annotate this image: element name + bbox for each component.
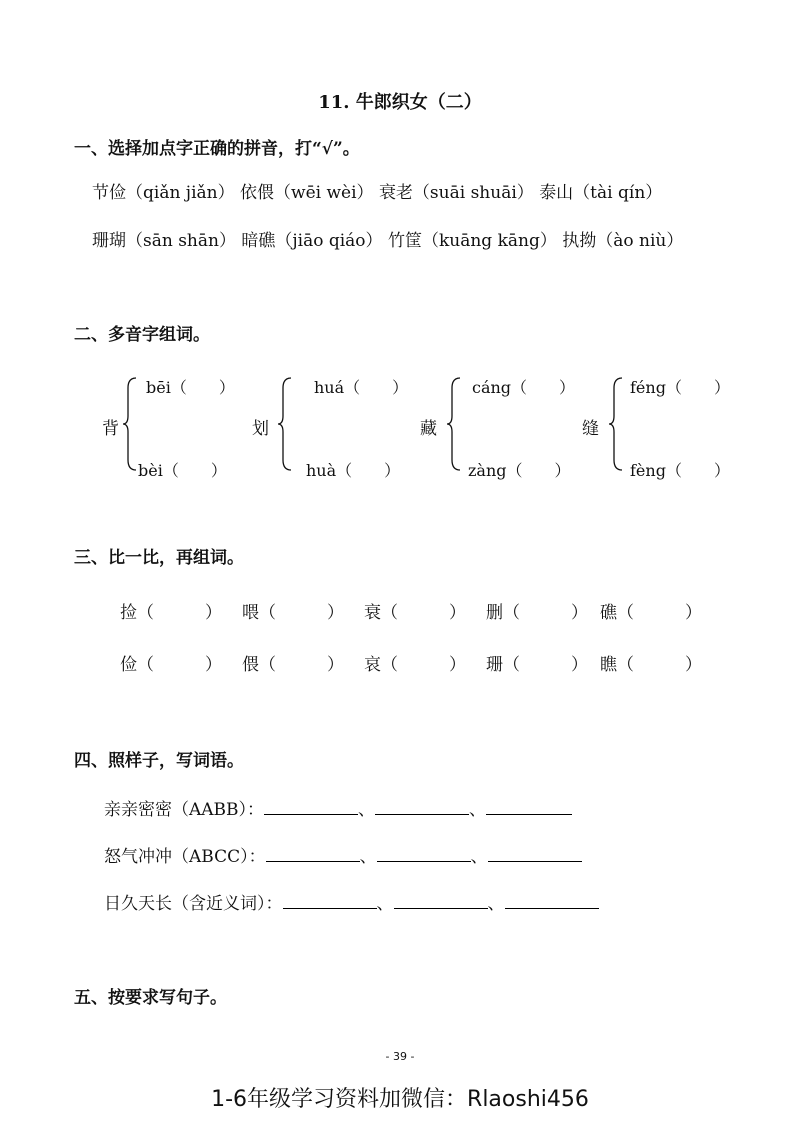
compare-item: 哀（ ） xyxy=(364,655,466,675)
polyphone-top: cáng（ ） xyxy=(472,378,576,397)
polyphone-bottom: bèi（ ） xyxy=(138,461,227,480)
compare-item: 俭（ ） xyxy=(120,655,222,675)
pinyin-item: 珊瑚（sān shān） xyxy=(92,231,236,251)
answer-blank[interactable] xyxy=(283,907,377,909)
pinyin-row-2 xyxy=(92,226,683,251)
separator: 、 xyxy=(487,894,505,914)
answer-blank[interactable] xyxy=(375,813,469,815)
pattern-label: 日久天长（含近义词）： xyxy=(104,894,283,914)
brace-icon xyxy=(446,374,462,474)
pinyin-item: 执拗（ào niù） xyxy=(562,231,684,251)
section-4-heading: 四、照样子，写词语。 xyxy=(74,751,244,771)
page-title: 11. 牛郎织女（二） xyxy=(318,92,482,113)
section-3-heading: 三、比一比，再组词。 xyxy=(74,548,244,568)
compare-item: 衰（ ） xyxy=(364,603,466,623)
compare-row-1 xyxy=(120,598,702,623)
answer-blank[interactable] xyxy=(266,860,360,862)
separator: 、 xyxy=(469,800,487,820)
compare-item: 珊（ ） xyxy=(486,655,588,675)
polyphone-top: féng（ ） xyxy=(630,378,730,397)
separator: 、 xyxy=(470,847,488,867)
pattern-label: 怒气冲冲（ABCC）： xyxy=(104,847,266,867)
word-pattern-row-1 xyxy=(104,795,572,820)
compare-item: 礁（ ） xyxy=(600,603,702,623)
brace-icon xyxy=(122,374,138,474)
compare-item: 喂（ ） xyxy=(242,603,344,623)
pinyin-row-1 xyxy=(92,178,662,203)
compare-item: 偎（ ） xyxy=(242,655,344,675)
section-1-heading: 一、选择加点字正确的拼音，打“√”。 xyxy=(74,139,360,159)
separator: 、 xyxy=(359,847,377,867)
word-pattern-row-2 xyxy=(104,842,582,867)
polyphone-char: 划 xyxy=(252,419,269,439)
answer-blank[interactable] xyxy=(505,907,599,909)
pinyin-item: 竹筐（kuāng kāng） xyxy=(387,231,557,251)
polyphone-bottom: fèng（ ） xyxy=(630,461,730,480)
footer-contact: 1-6年级学习资料加微信：Rlaoshi456 xyxy=(211,1087,589,1112)
section-2-heading: 二、多音字组词。 xyxy=(74,325,210,345)
polyphone-char: 背 xyxy=(102,419,119,439)
pinyin-item: 暗礁（jiāo qiáo） xyxy=(241,231,383,251)
page-number: - 39 - xyxy=(385,1050,415,1063)
pinyin-item: 泰山（tài qín） xyxy=(539,183,663,203)
answer-blank[interactable] xyxy=(264,813,358,815)
compare-item: 捡（ ） xyxy=(120,603,222,623)
polyphone-bottom: huà（ ） xyxy=(306,461,401,480)
pinyin-item: 衰老（suāi shuāi） xyxy=(378,183,534,203)
polyphone-top: huá（ ） xyxy=(314,378,409,397)
pattern-label: 亲亲密密（AABB）： xyxy=(104,800,265,820)
compare-item: 删（ ） xyxy=(486,603,588,623)
word-pattern-row-3 xyxy=(104,889,599,914)
brace-icon xyxy=(608,374,624,474)
polyphone-char: 藏 xyxy=(420,419,437,439)
answer-blank[interactable] xyxy=(377,860,471,862)
separator: 、 xyxy=(358,800,376,820)
pinyin-item: 依偎（wēi wèi） xyxy=(240,183,374,203)
section-5-heading: 五、按要求写句子。 xyxy=(74,988,227,1008)
separator: 、 xyxy=(376,894,394,914)
answer-blank[interactable] xyxy=(394,907,488,909)
brace-icon xyxy=(277,374,293,474)
polyphone-top: bēi（ ） xyxy=(146,378,235,397)
answer-blank[interactable] xyxy=(488,860,582,862)
compare-item: 瞧（ ） xyxy=(600,655,702,675)
polyphone-bottom: zàng（ ） xyxy=(468,461,571,480)
polyphone-char: 缝 xyxy=(582,419,599,439)
compare-row-2 xyxy=(120,650,702,675)
pinyin-item: 节俭（qiǎn jiǎn） xyxy=(92,183,235,203)
answer-blank[interactable] xyxy=(486,813,572,815)
